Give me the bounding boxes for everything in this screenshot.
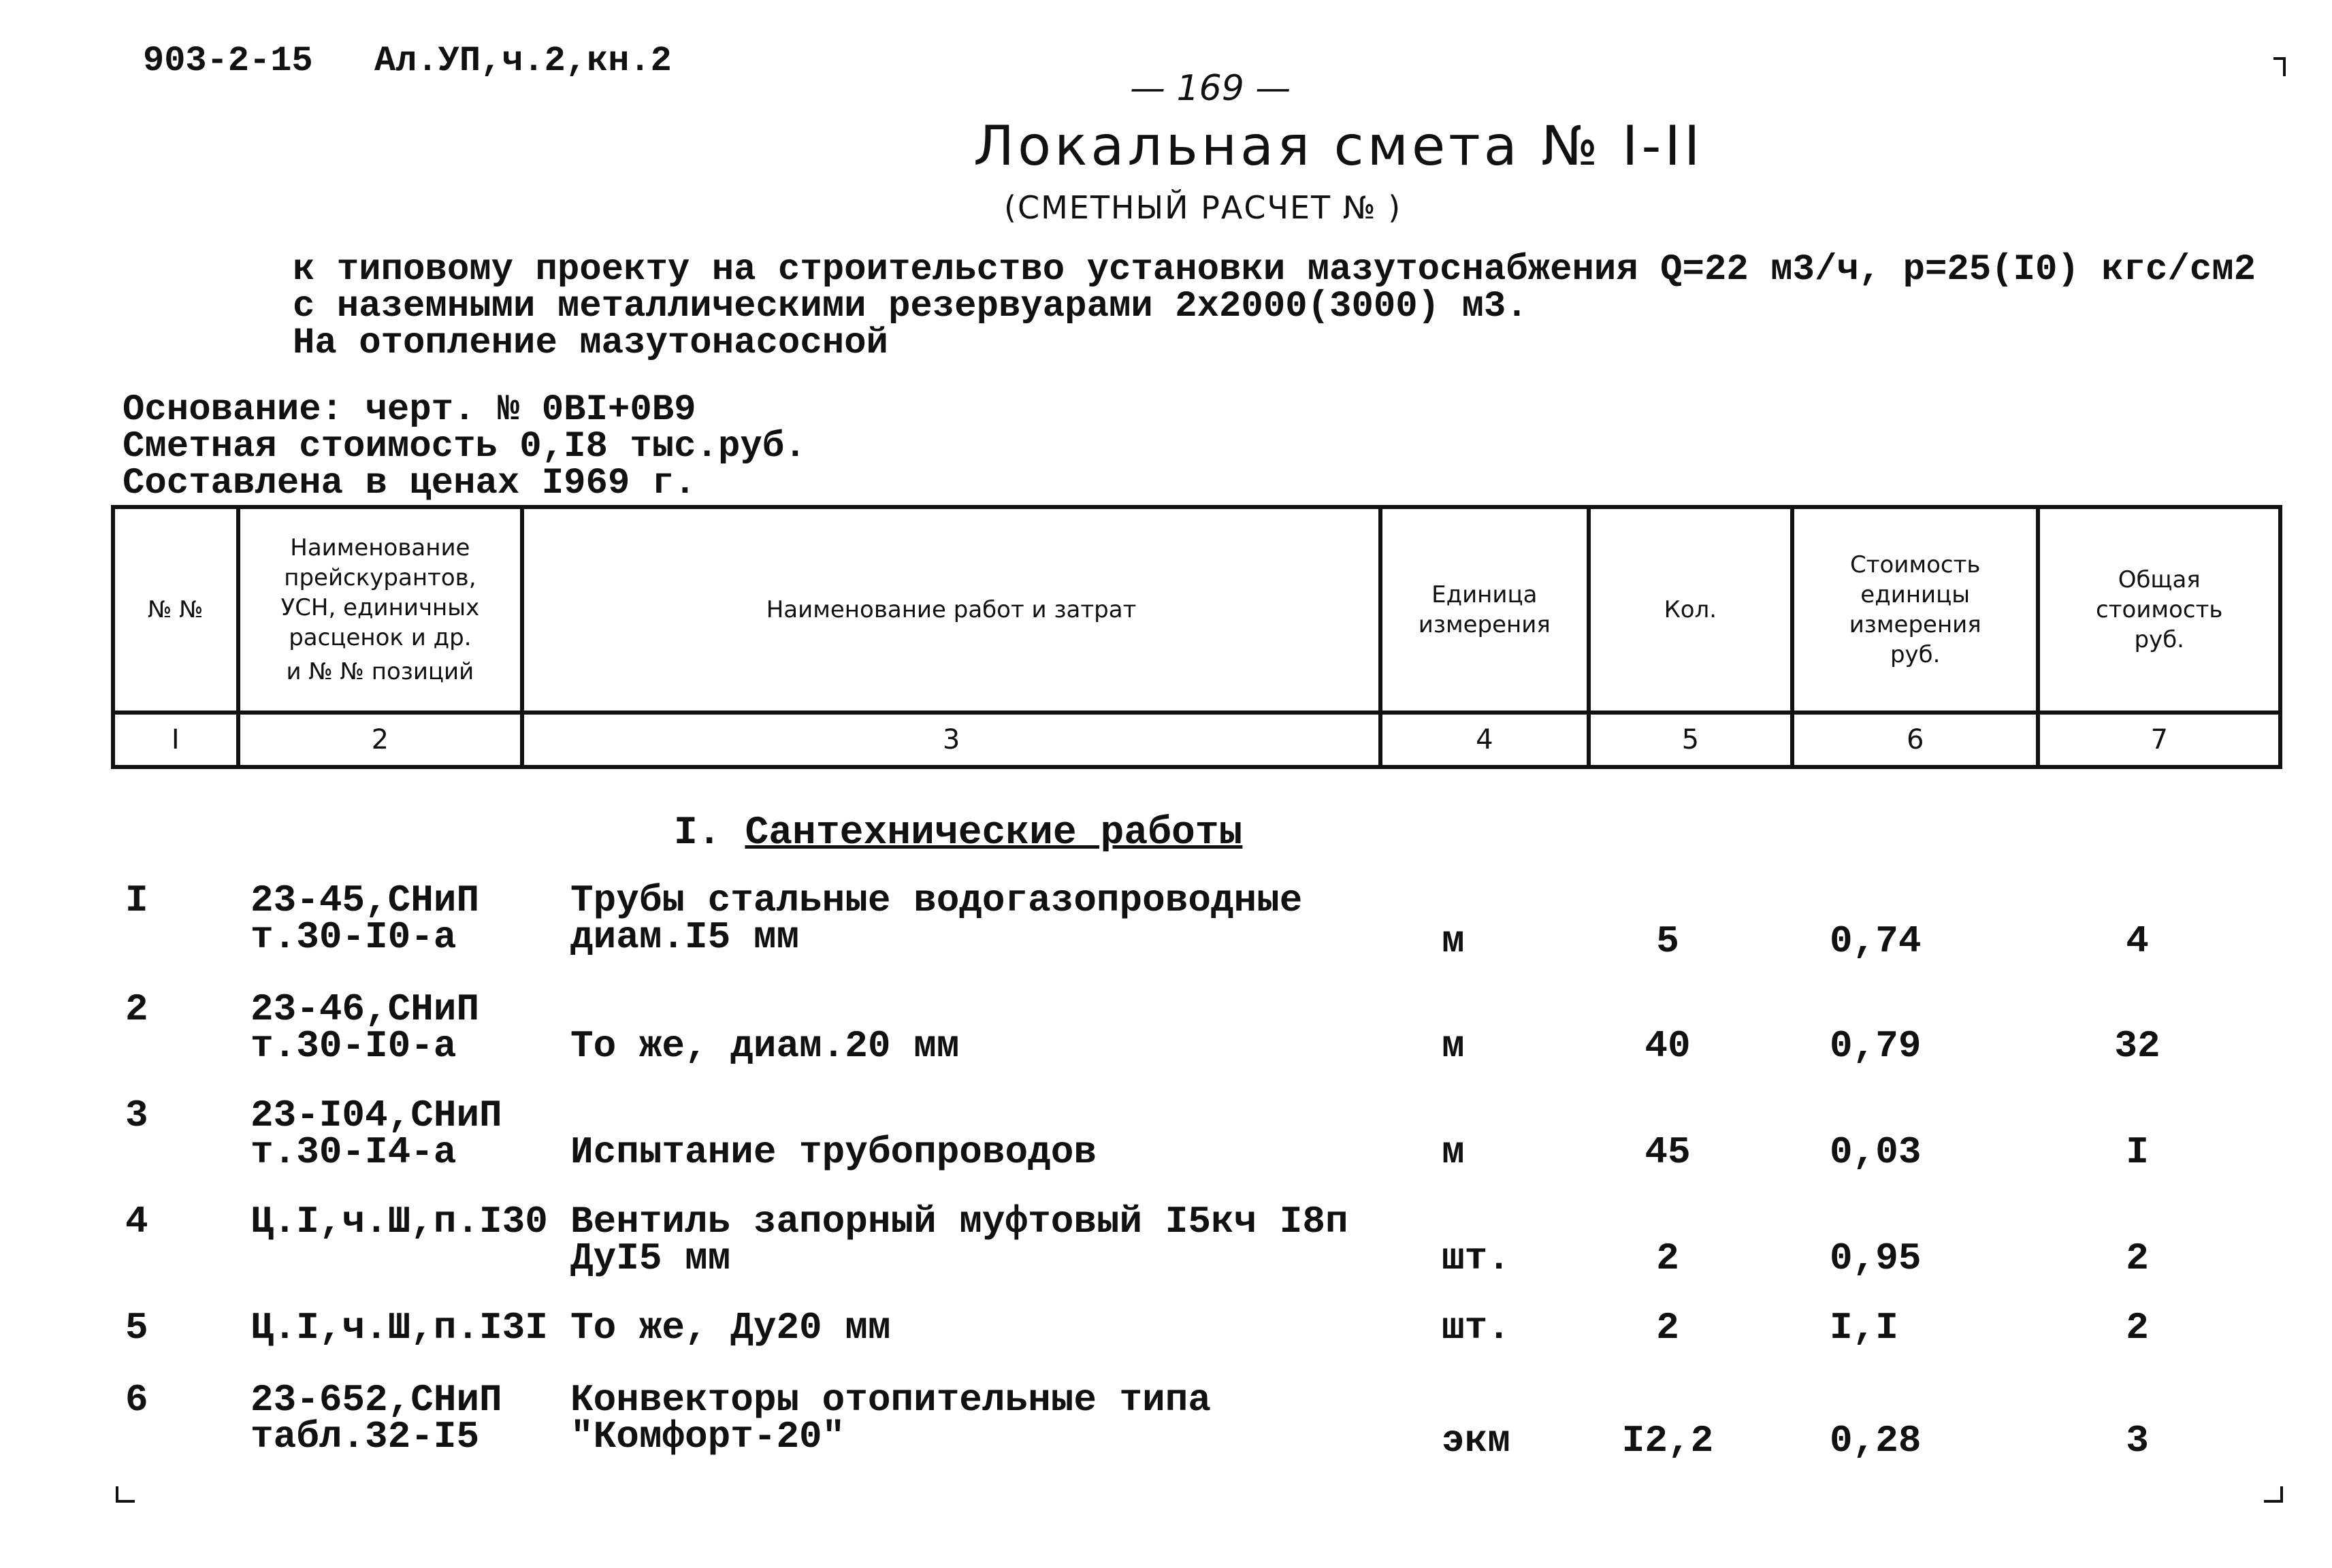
page-title: Локальная смета № I-II: [973, 114, 1704, 178]
basis-drawing: Основание: черт. № 0BI+0B9: [123, 389, 696, 431]
col-header-unit-cost: Стоимость единицы измерения руб.: [1792, 507, 2039, 713]
page-subtitle: (СМЕТНЫЙ РАСЧЕТ № ): [1004, 189, 1402, 226]
corner-mark-bottom-right: [2264, 1486, 2283, 1503]
col-header-number: № №: [113, 507, 238, 713]
row-work-name: Конвекторы отопительные типа: [570, 1378, 1211, 1422]
row-number: I: [125, 879, 148, 922]
row-code: 23-46,СНиП: [250, 987, 480, 1031]
corner-mark-top-right: [2273, 57, 2286, 76]
row-work-name: ДуI5 мм: [570, 1237, 731, 1280]
row-code: табл.32-I5: [250, 1415, 480, 1458]
row-unit: м: [1442, 919, 1465, 963]
row-work-name: "Комфорт-20": [570, 1415, 845, 1458]
row-code: т.30-I0-а: [250, 1024, 457, 1068]
row-quantity: 2: [1656, 1306, 1679, 1350]
row-unit-cost: 0,79: [1830, 1024, 1922, 1068]
row-total-cost: 4: [2126, 919, 2149, 963]
row-unit-cost: I,I: [1830, 1306, 1898, 1350]
column-number: 2: [238, 713, 523, 767]
col-header-reference: Наименование прейскурантов, УСН, единичных расценок и др. и № № позиций: [238, 507, 523, 713]
description-line-3: На отопление мазутонасосной: [293, 323, 888, 364]
row-quantity: 5: [1656, 919, 1679, 963]
row-work-name: Испытание трубопроводов: [570, 1130, 1097, 1174]
page-number: — 169 —: [1130, 68, 1291, 109]
section-number: I.: [674, 811, 722, 855]
estimated-cost: Сметная стоимость 0,I8 тыс.руб.: [123, 426, 807, 468]
row-total-cost: 32: [2114, 1024, 2160, 1068]
row-work-name: Трубы стальные водогазопроводные: [570, 879, 1303, 922]
column-number: I: [113, 713, 238, 767]
col-header-quantity: Кол.: [1589, 507, 1792, 713]
row-unit: м: [1442, 1024, 1465, 1068]
row-unit: шт.: [1442, 1237, 1510, 1280]
row-quantity: 2: [1656, 1237, 1679, 1280]
column-number: 7: [2038, 713, 2280, 767]
row-total-cost: 2: [2126, 1237, 2149, 1280]
row-unit-cost: 0,74: [1830, 919, 1922, 963]
row-work-name: То же, Ду20 мм: [570, 1306, 891, 1350]
row-unit-cost: 0,28: [1830, 1419, 1922, 1463]
document-reference: Ал.УП,ч.2,кн.2: [374, 41, 672, 81]
row-work-name: Вентиль запорный муфтовый I5кч I8п: [570, 1200, 1348, 1243]
row-unit: шт.: [1442, 1306, 1510, 1350]
row-code: 23-652,СНиП: [250, 1378, 502, 1422]
column-number-row: [113, 713, 2280, 767]
row-number: 4: [125, 1200, 148, 1243]
row-unit-cost: 0,95: [1830, 1237, 1922, 1280]
row-unit: экм: [1442, 1419, 1510, 1463]
row-number: 3: [125, 1094, 148, 1137]
row-total-cost: I: [2126, 1130, 2149, 1174]
row-code: 23-I04,СНиП: [250, 1094, 502, 1137]
table-header-row: [113, 507, 2280, 713]
row-number: 6: [125, 1378, 148, 1422]
description-line-1: к типовому проекту на строительство установки мазутоснабжения Q=22 м3/ч, р=25(I0) кгс/см2: [293, 249, 2256, 291]
column-number: 5: [1589, 713, 1792, 767]
row-total-cost: 2: [2126, 1306, 2149, 1350]
col-header-work-name: Наименование работ и затрат: [522, 507, 1380, 713]
description-line-2: с наземными металлическими резервуарами 2х2000(3000) м3.: [293, 286, 1528, 327]
row-unit-cost: 0,03: [1830, 1130, 1922, 1174]
row-work-name: диам.I5 мм: [570, 915, 800, 959]
column-number: 6: [1792, 713, 2039, 767]
estimate-header-table: [111, 505, 2282, 769]
price-year: Составлена в ценах I969 г.: [123, 463, 696, 504]
row-number: 2: [125, 987, 148, 1031]
row-total-cost: 3: [2126, 1419, 2149, 1463]
row-code: т.30-I0-а: [250, 915, 457, 959]
row-quantity: 45: [1645, 1130, 1691, 1174]
document-code: 903-2-15: [143, 41, 313, 81]
col-header-total-cost: Общая стоимость руб.: [2038, 507, 2280, 713]
row-quantity: I2,2: [1621, 1419, 1714, 1463]
corner-mark-bottom-left: [116, 1486, 135, 1503]
row-work-name: То же, диам.20 мм: [570, 1024, 960, 1068]
row-code: 23-45,СНиП: [250, 879, 480, 922]
row-code: Ц.I,ч.Ш,п.I30: [250, 1200, 548, 1243]
section-title: [674, 811, 1242, 855]
col-header-unit: Единица измерения: [1380, 507, 1589, 713]
row-code: т.30-I4-а: [250, 1130, 457, 1174]
row-unit: м: [1442, 1130, 1465, 1174]
column-number: 4: [1380, 713, 1589, 767]
section-name: Сантехнические работы: [745, 811, 1243, 855]
row-quantity: 40: [1645, 1024, 1691, 1068]
row-code: Ц.I,ч.Ш,п.I3I: [250, 1306, 548, 1350]
row-number: 5: [125, 1306, 148, 1350]
column-number: 3: [522, 713, 1380, 767]
